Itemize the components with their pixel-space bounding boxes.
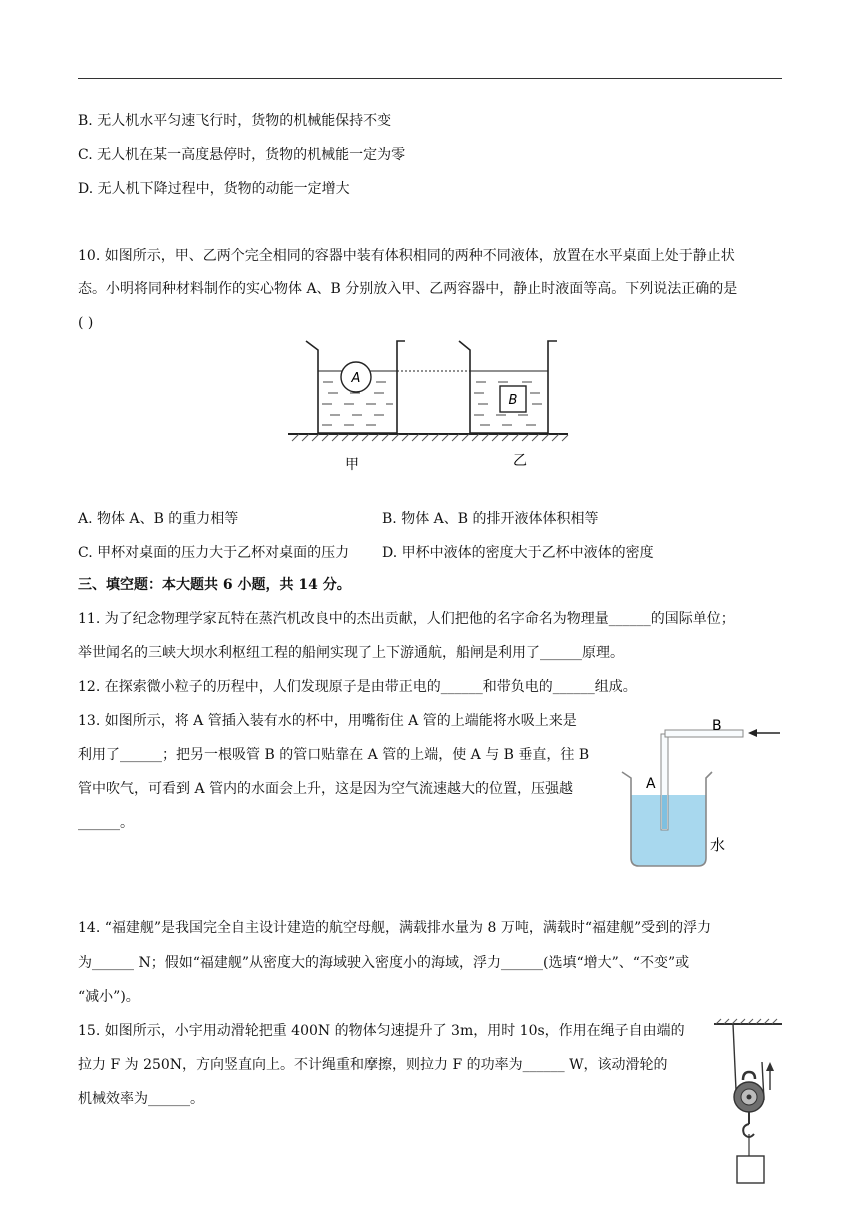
q13-line2: 利用了______；把另一根吸管 B 的管口贴靠在 A 管的上端，使 A 与 B 垂直，往 B [78,747,590,763]
q15-line3: 机械效率为______。 [78,1091,204,1107]
q13-tube-a-label: A [646,776,656,792]
q9-option-b: B. 无人机水平匀速飞行时，货物的机械能保持不变 [78,113,392,129]
q14-line3: “减小”)。 [78,989,140,1005]
q11-line1: 11. 为了纪念物理学家瓦特在蒸汽机改良中的杰出贡献，人们把他的名字命名为物理量______的国际单位； [78,611,735,627]
q9-option-d: D. 无人机下降过程中，货物的动能一定增大 [78,181,350,197]
q10-option-c: C. 甲杯对桌面的压力大于乙杯对桌面的压力 [78,545,350,561]
q9-option-c: C. 无人机在某一高度悬停时，货物的机械能一定为零 [78,147,406,163]
q14-line2: 为______ N；假如“福建舰”从密度大的海域驶入密度小的海域，浮力______(选填“增大”、“不变”或 [78,955,690,971]
q10-object-a-label: A [351,371,361,386]
q10-stem-line1: 10. 如图所示，甲、乙两个完全相同的容器中装有体积相同的两种不同液体，放置在水平桌面上处于静止状 [78,248,735,264]
q15-line1: 15. 如图所示，小宇用动滑轮把重 400N 的物体匀速提升了 3m，用时 10s，作用在绳子自由端的 [78,1023,685,1039]
q10-object-b-label: B [508,393,518,408]
q10-label-jia: 甲 [345,457,359,473]
q13-tube-b-label: B [712,718,722,734]
q14-line1: 14. “福建舰”是我国完全自主设计建造的航空母舰，满载排水量为 8 万吨，满载时“福建舰”受到的浮力 [78,920,712,936]
q13-line1: 13. 如图所示，将 A 管插入装有水的杯中，用嘴衔住 A 管的上端能将水吸上来是 [78,713,577,729]
q12-text: 12. 在探索微小粒子的历程中，人们发现原子是由带正电的______和带负电的______组成。 [78,679,637,695]
q15-line2: 拉力 F 为 250N，方向竖直向上。不计绳重和摩擦，则拉力 F 的功率为______ W，该动滑轮的 [78,1057,668,1073]
q10-stem-line2: 态。小明将同种材料制作的实心物体 A、B 分别放入甲、乙两容器中，静止时液面等高。下列说法正确的是 [78,281,738,297]
q10-label-yi: 乙 [513,453,527,469]
q10-option-a: A. 物体 A、B 的重力相等 [78,511,239,527]
q10-option-b: B. 物体 A、B 的排开液体体积相等 [382,511,599,527]
q10-answer-paren: ( ) [78,315,94,331]
q13-line3: 管中吹气，可看到 A 管内的水面会上升，这是因为空气流速越大的位置，压强越 [78,781,574,797]
q13-line4: ______。 [78,815,134,831]
q13-water-label: 水 [710,836,726,854]
q10-option-d: D. 甲杯中液体的密度大于乙杯中液体的密度 [382,545,654,561]
section-heading-fill-in: 三、填空题：本大题共 6 小题，共 14 分。 [78,577,351,593]
q11-line2: 举世闻名的三峡大坝水利枢纽工程的船闸实现了上下游通航，船闸是利用了______原理。 [78,645,624,661]
